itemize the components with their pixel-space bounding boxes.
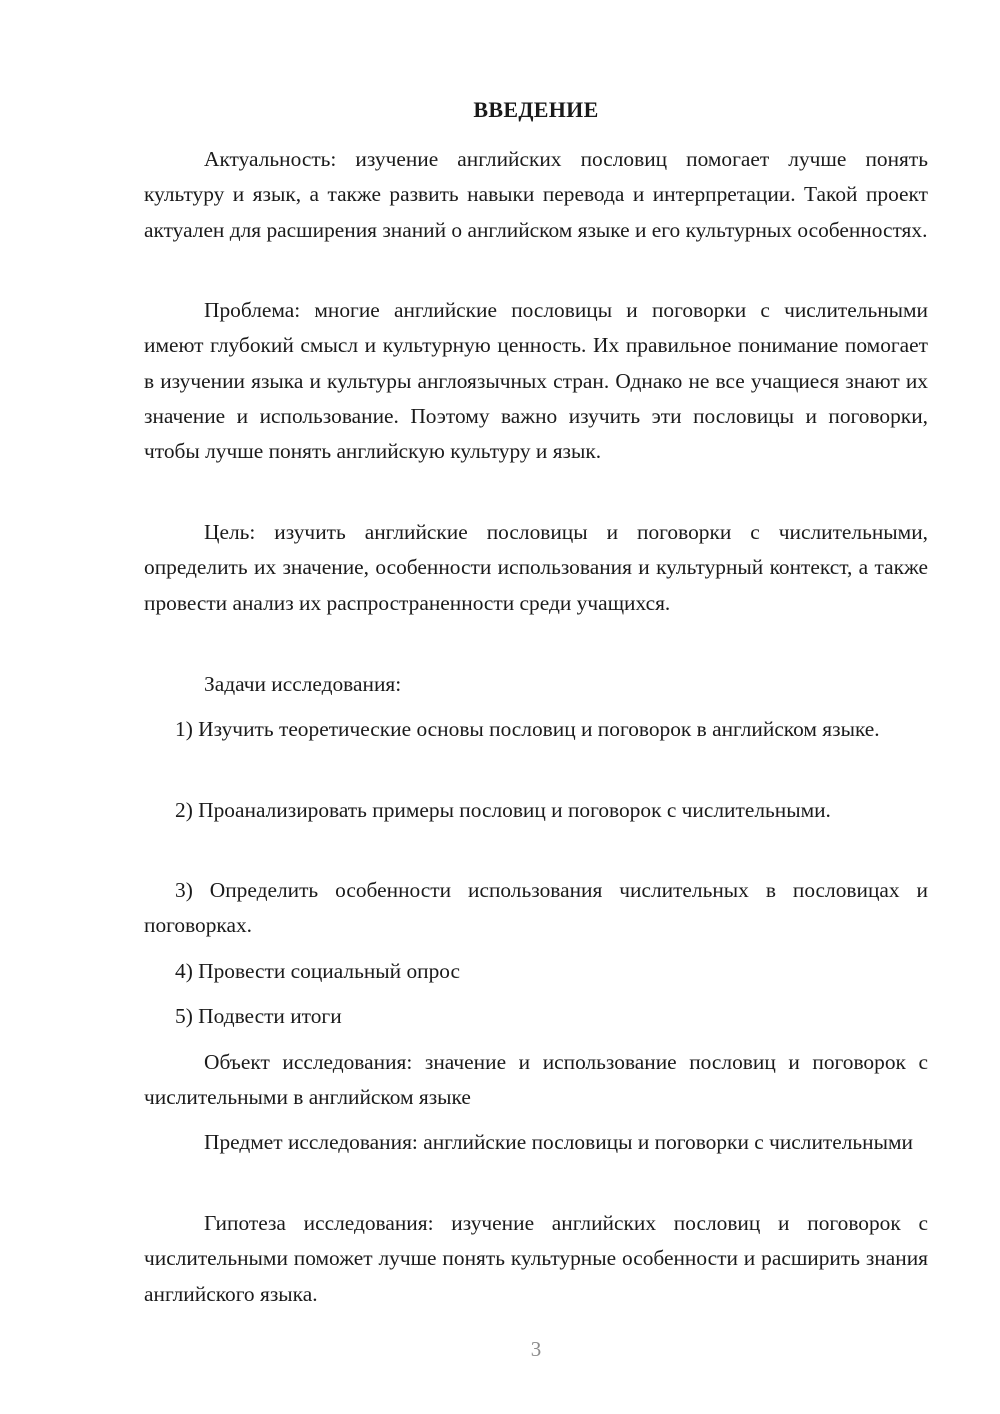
paragraph-subject: Предмет исследования: английские пословицы и поговорки с числительными <box>204 1130 913 1154</box>
task-item-5: 5) Подвести итоги <box>175 1004 342 1028</box>
paragraph-problem: Проблема: многие английские пословицы и поговорки с числительными имеют глубокий смысл и культурную ценность. Их правильное понимание помогает в изучении языка и культуры англоязычных стран. Однако не все учащиеся знают их значение и использование. Поэтому важно изучить эти пословицы и поговорки, чтобы лучше понять английскую культуру и язык. <box>144 298 928 464</box>
task-item-2: 2) Проанализировать примеры пословиц и поговорок с числительными. <box>175 798 831 822</box>
paragraph-goal: Цель: изучить английские пословицы и поговорки с числительными, определить их значение, особенности использования и культурный контекст, а также провести анализ их распространенности среди учащихся. <box>144 520 928 615</box>
paragraph-object: Объект исследования: значение и использование пословиц и поговорок с числительными в английском языке <box>144 1050 928 1110</box>
task-item-3: 3) Определить особенности использования числительных в пословицах и поговорках. <box>144 878 928 938</box>
page-number: 3 <box>530 1337 542 1361</box>
paragraph-hypothesis: Гипотеза исследования: изучение английских пословиц и поговорок с числительными поможет лучше понять культурные особенности и расширить знания английского языка. <box>144 1211 928 1306</box>
task-item-1: 1) Изучить теоретические основы пословиц и поговорок в английском языке. <box>175 717 880 741</box>
paragraph-relevance: Актуальность: изучение английских пословиц помогает лучше понять культуру и язык, а также развить навыки перевода и интерпретации. Такой проект актуален для расширения знаний о английском языке и его культурных особенностях. <box>144 147 928 242</box>
tasks-heading: Задачи исследования: <box>204 672 402 696</box>
task-item-4: 4) Провести социальный опрос <box>175 959 461 983</box>
page-title: ВВЕДЕНИЕ <box>473 97 599 122</box>
